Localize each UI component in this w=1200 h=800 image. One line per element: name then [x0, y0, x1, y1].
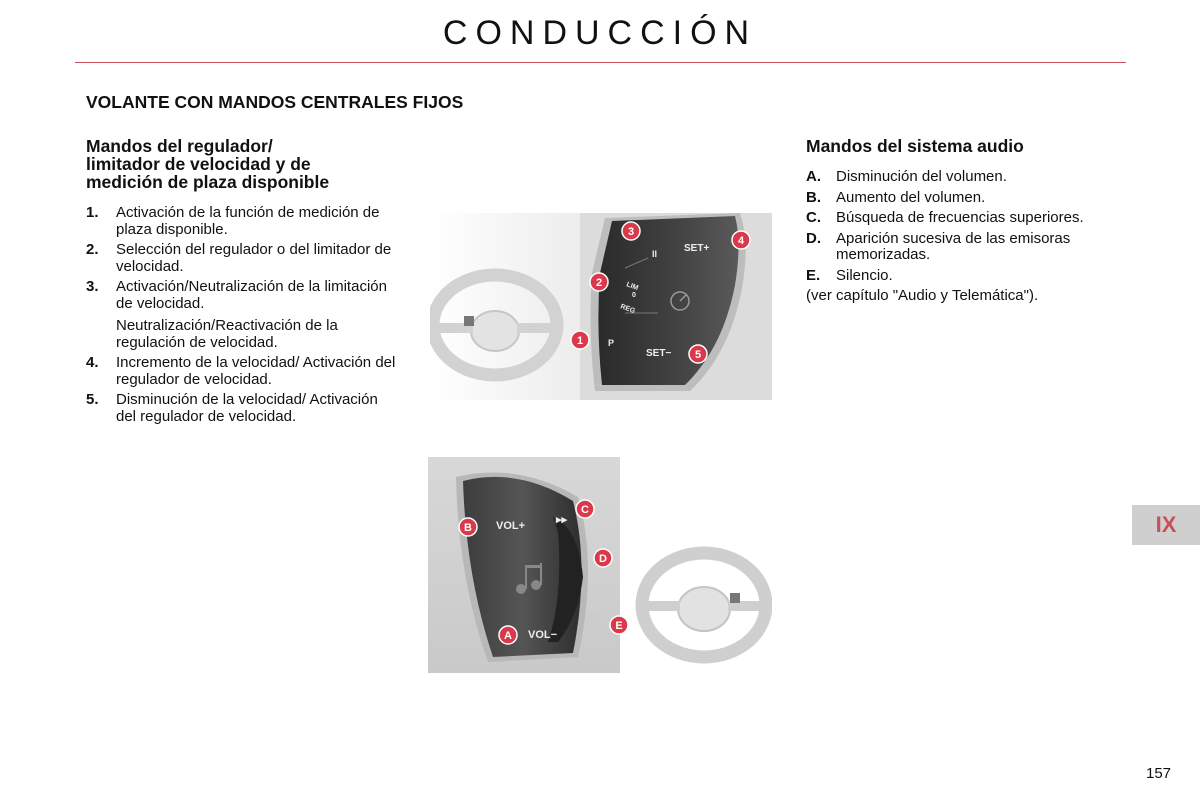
callout-label: E: [615, 620, 623, 632]
cruise-control-heading: [86, 137, 396, 191]
list-item: [806, 169, 1136, 186]
cruise-control-svg: [430, 213, 772, 400]
section-title: VOLANTE CON MANDOS CENTRALES FIJOS: [86, 92, 464, 112]
item-letter: D.: [806, 229, 821, 247]
list-item: [86, 279, 396, 312]
callout-label: A: [504, 630, 512, 642]
heading-line: limitador de velocidad y de: [86, 154, 311, 174]
item-text: Activación de la función de medición de plaza disponible.: [116, 204, 380, 238]
item-number: 3.: [86, 278, 99, 295]
set-minus-label: SET−: [646, 348, 672, 359]
item-text: Incremento de la velocidad/ Activación del regulador de velocidad.: [116, 354, 396, 388]
zero-label: 0: [632, 292, 636, 299]
item-text: Activación/Neutralización de la limitación de velocidad.: [116, 278, 387, 312]
set-plus-label: SET+: [684, 243, 710, 254]
callout-label: C: [581, 504, 589, 516]
item-text: Selección del regulador o del limitador de velocidad.: [116, 241, 392, 275]
list-item: [86, 242, 396, 275]
vol-minus-label: VOL−: [528, 629, 558, 641]
item-text: Búsqueda de frecuencias superiores.: [836, 209, 1084, 226]
item-letter: E.: [806, 266, 821, 284]
pause-label: II: [652, 249, 658, 259]
heading-line: Mandos del regulador/: [86, 136, 273, 156]
vol-plus-label: VOL+: [496, 520, 526, 532]
p-label: P: [608, 338, 615, 348]
item-text: Disminución del volumen.: [836, 168, 1007, 185]
item-text: Disminución de la velocidad/ Activación del regulador de velocidad.: [116, 391, 378, 425]
reference-note: (ver capítulo "Audio y Telemática").: [806, 287, 1039, 304]
callout-label: 3: [627, 226, 635, 238]
item-text: Aumento del volumen.: [836, 188, 986, 206]
list-item: [86, 392, 396, 425]
list-item: [806, 231, 1136, 264]
item-text: Silencio.: [836, 266, 893, 284]
item-text: Aparición sucesiva de las emisoras memorizadas.: [836, 229, 1071, 263]
item-letter: B.: [806, 188, 821, 206]
item-number: 2.: [86, 241, 99, 258]
callout-label: B: [464, 522, 472, 534]
list-item: [86, 355, 396, 388]
callout-label: 2: [595, 277, 603, 289]
lim-label: LIM: [625, 281, 640, 293]
list-item: [806, 210, 1136, 227]
reg-label: REG: [619, 303, 636, 316]
callout-label: 1: [576, 335, 584, 347]
fast-forward-label: ▸▸: [556, 514, 568, 526]
chapter-tab[interactable]: IX: [1132, 505, 1200, 545]
item-letter: C.: [806, 209, 821, 226]
item-number: 5.: [86, 391, 99, 408]
audio-controls-svg: [428, 457, 772, 673]
audio-section: [806, 137, 1136, 305]
audio-controls-illustration: [428, 457, 772, 673]
callout-label: 4: [737, 235, 745, 247]
item-letter: A.: [806, 168, 821, 185]
list-item: [86, 205, 396, 238]
item-number: 1.: [86, 204, 99, 221]
callout-label: D: [599, 553, 607, 565]
cruise-control-section: [86, 137, 396, 429]
list-item: [806, 268, 1136, 285]
item-continuation: Neutralización/Reactivación de la regulación de velocidad.: [116, 317, 338, 351]
callout-label: 5: [694, 349, 702, 361]
audio-heading: Mandos del sistema audio: [806, 136, 1024, 156]
list-item: [806, 190, 1136, 207]
cruise-control-illustration: [430, 213, 772, 400]
heading-line: medición de plaza disponible: [86, 172, 330, 192]
item-number: 4.: [86, 354, 99, 371]
page-number: 157: [1146, 765, 1172, 782]
page-title: CONDUCCIÓN: [442, 14, 758, 52]
header-divider: [75, 62, 1126, 63]
